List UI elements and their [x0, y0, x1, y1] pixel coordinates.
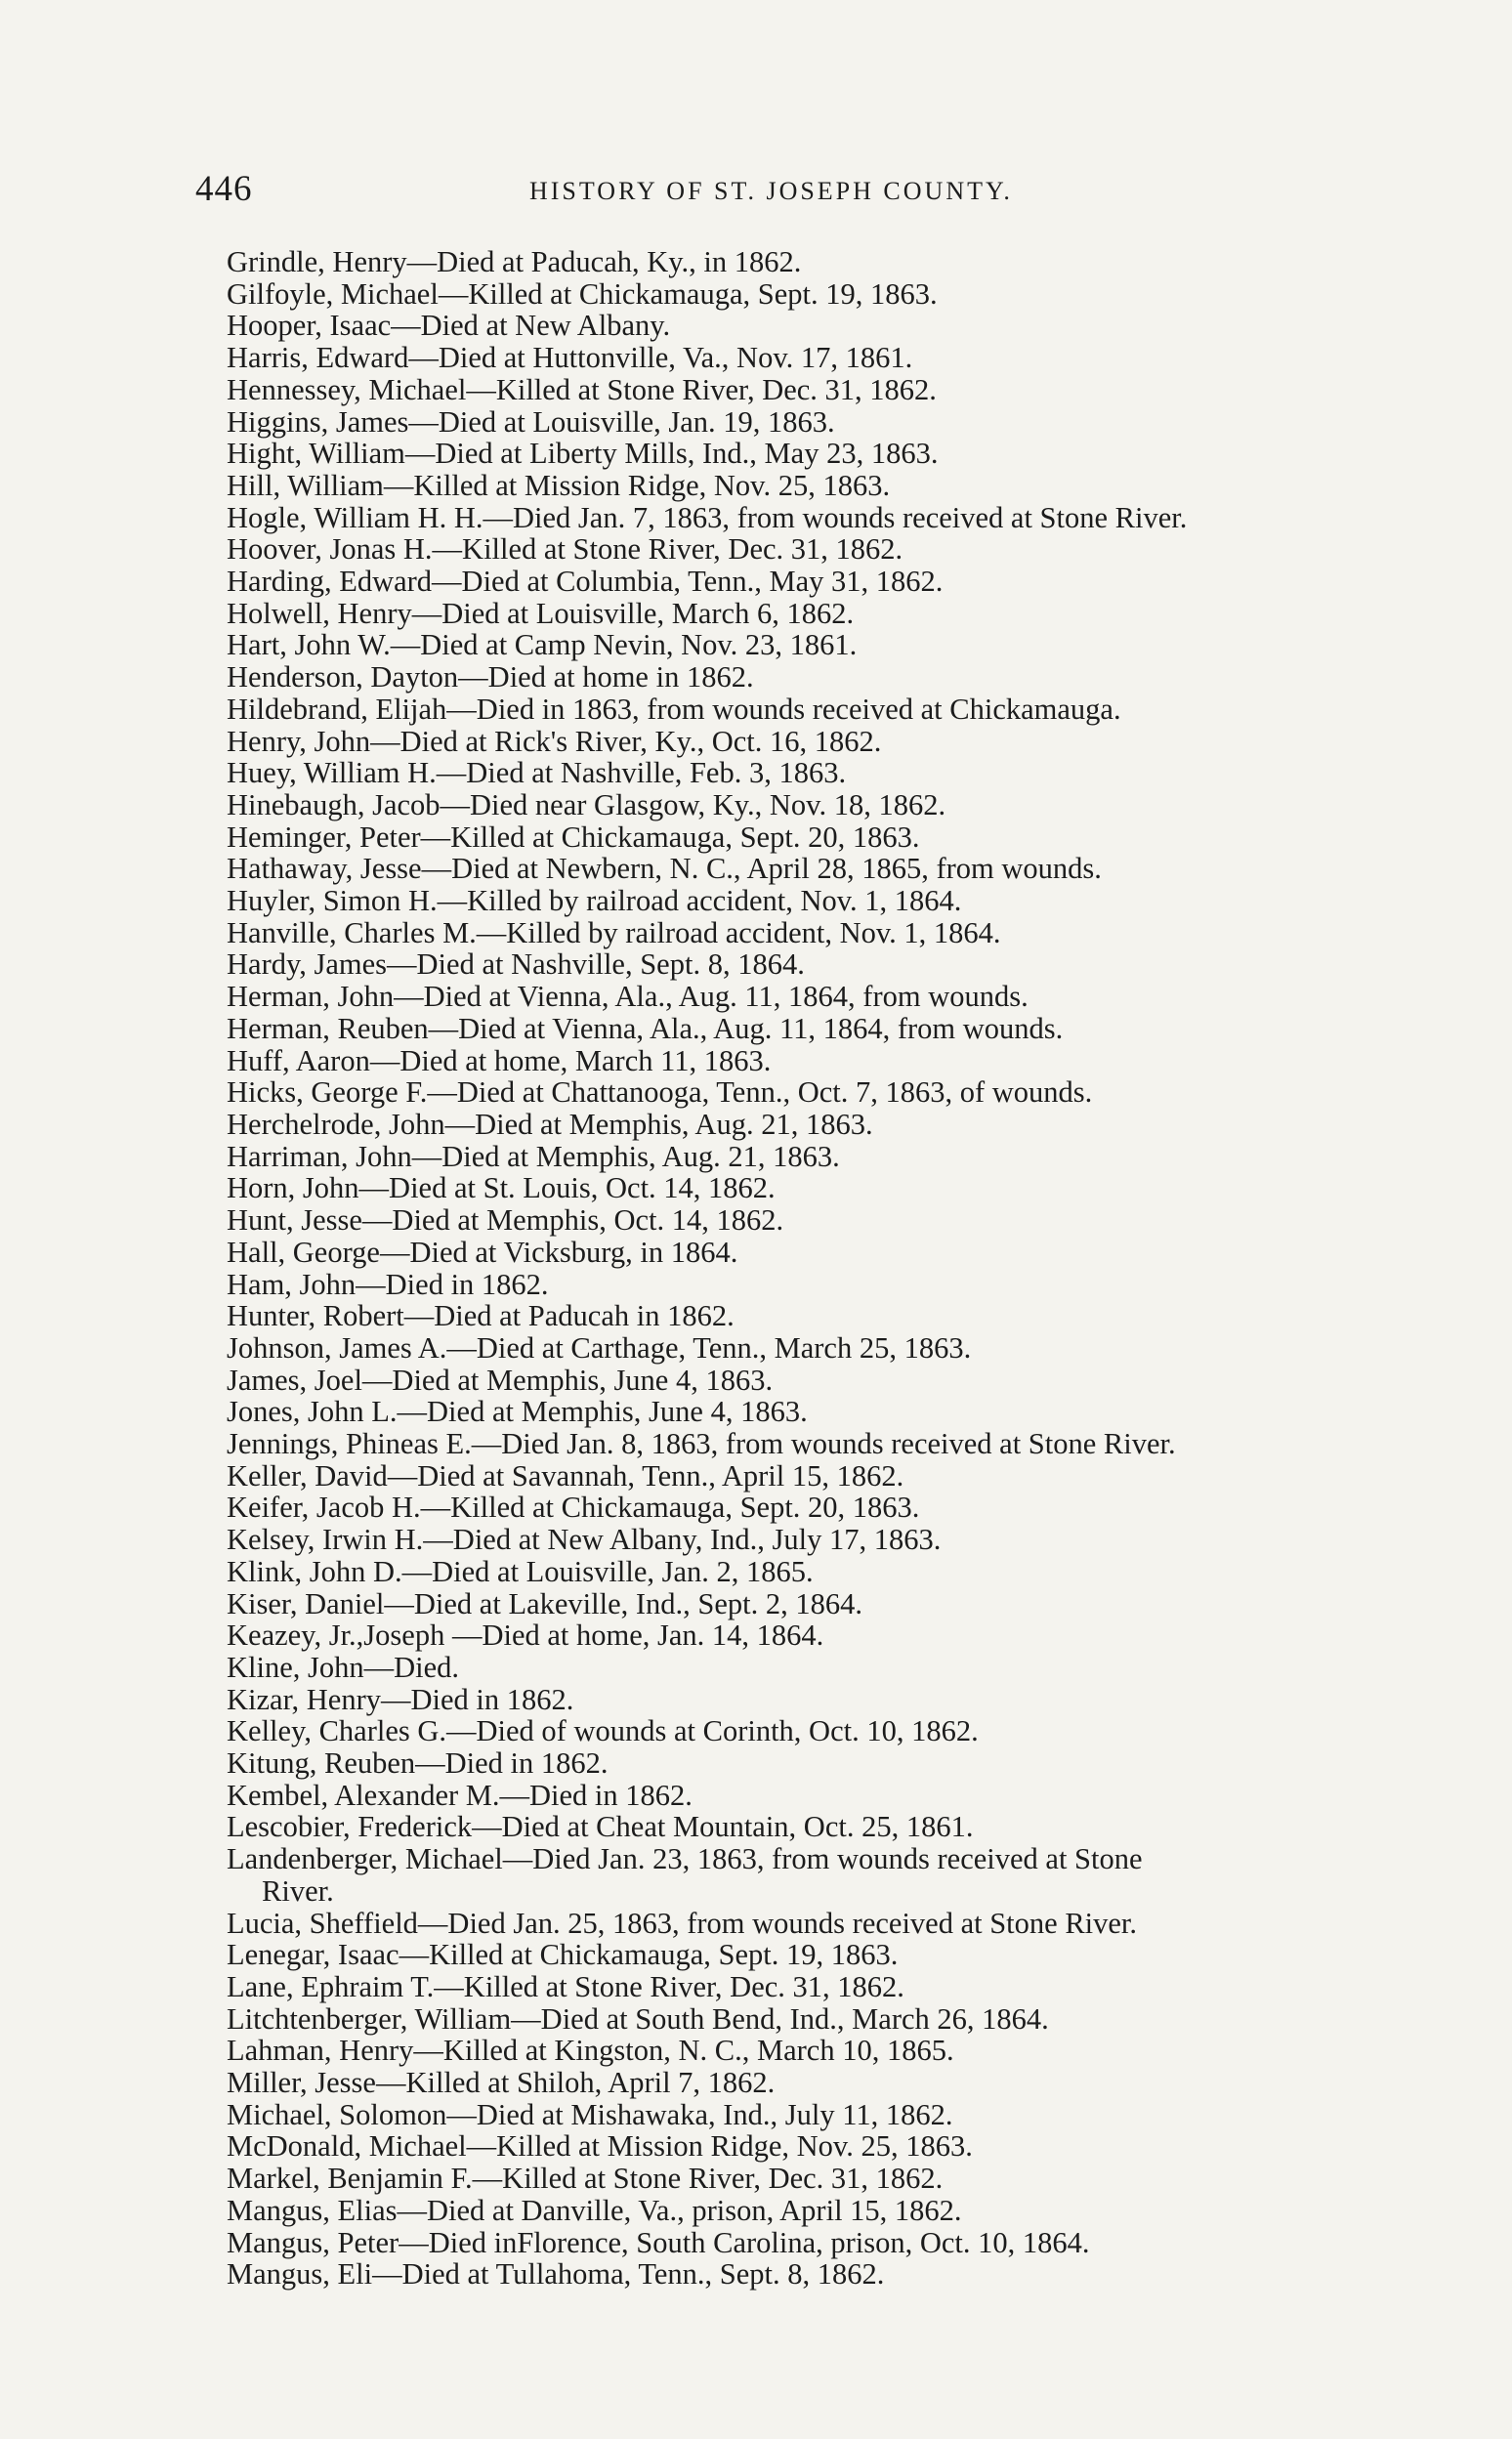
list-item: Herchelrode, John—Died at Memphis, Aug. 21, 1863. — [227, 1107, 873, 1141]
list-item: Hinebaugh, Jacob—Died near Glasgow, Ky., Nov. 18, 1862. — [227, 787, 946, 821]
list-item: Hicks, George F.—Died at Chattanooga, Tenn., Oct. 7, 1863, of wounds. — [227, 1075, 1093, 1110]
list-item: Jones, John L.—Died at Memphis, June 4, 1863. — [227, 1395, 808, 1429]
list-item: Kline, John—Died. — [227, 1650, 460, 1684]
list-item: Henderson, Dayton—Died at home in 1862. — [227, 660, 754, 694]
list-item: Kelley, Charles G.—Died of wounds at Corinth, Oct. 10, 1862. — [227, 1714, 979, 1748]
list-item: McDonald, Michael—Killed at Mission Ridge, Nov. 25, 1863. — [227, 2129, 973, 2164]
list-item: Hoover, Jonas H.—Killed at Stone River, Dec. 31, 1862. — [227, 532, 903, 567]
list-item: Heminger, Peter—Killed at Chickamauga, Sept. 20, 1863. — [227, 820, 920, 854]
list-item: Keller, David—Died at Savannah, Tenn., April 15, 1862. — [227, 1458, 904, 1493]
list-item: Hildebrand, Elijah—Died in 1863, from wounds received at Chickamauga. — [227, 692, 1121, 726]
list-item: Hanville, Charles M.—Killed by railroad accident, Nov. 1, 1864. — [227, 915, 1001, 949]
list-item: Mangus, Eli—Died at Tullahoma, Tenn., Sept. 8, 1862. — [227, 2257, 885, 2292]
list-item: James, Joel—Died at Memphis, June 4, 1863. — [227, 1363, 774, 1397]
list-item: Litchtenberger, William—Died at South Bend, Ind., March 26, 1864. — [227, 2001, 1049, 2036]
list-item: Hardy, James—Died at Nashville, Sept. 8, 1864. — [227, 947, 805, 982]
list-item: Kiser, Daniel—Died at Lakeville, Ind., Sept. 2, 1864. — [227, 1586, 862, 1620]
list-item: Jennings, Phineas E.—Died Jan. 8, 1863, from wounds received at Stone River. — [227, 1427, 1176, 1461]
list-item: Mangus, Elias—Died at Danville, Va., prison, April 15, 1862. — [227, 2193, 962, 2227]
list-item: Higgins, James—Died at Louisville, Jan. 19, 1863. — [227, 404, 835, 439]
list-item: Kitung, Reuben—Died in 1862. — [227, 1746, 609, 1781]
list-item: Ham, John—Died in 1862. — [227, 1267, 549, 1301]
list-item: Lescobier, Frederick—Died at Cheat Mountain, Oct. 25, 1861. — [227, 1810, 974, 1844]
list-item: Keifer, Jacob H.—Killed at Chickamauga, Sept. 20, 1863. — [227, 1491, 920, 1525]
list-item: Harris, Edward—Died at Huttonville, Va., Nov. 17, 1861. — [227, 341, 913, 375]
list-item: Herman, John—Died at Vienna, Ala., Aug. 11, 1864, from wounds. — [227, 980, 1029, 1014]
list-item: Holwell, Henry—Died at Louisville, March 6, 1862. — [227, 596, 855, 630]
list-item: Hall, George—Died at Vicksburg, in 1864. — [227, 1235, 738, 1269]
list-item: Klink, John D.—Died at Louisville, Jan. 2, 1865. — [227, 1554, 814, 1588]
list-item: Harriman, John—Died at Memphis, Aug. 21, 1863. — [227, 1139, 840, 1173]
page-number: 446 — [195, 169, 253, 209]
list-item: Hooper, Isaac—Died at New Albany. — [227, 309, 671, 343]
list-item: Herman, Reuben—Died at Vienna, Ala., Aug. 11, 1864, from wounds. — [227, 1011, 1064, 1045]
list-item: Lucia, Sheffield—Died Jan. 25, 1863, from wounds received at Stone River. — [227, 1906, 1138, 1940]
list-item: Hathaway, Jesse—Died at Newbern, N. C., April 28, 1865, from wounds. — [227, 852, 1102, 886]
list-item: Gilfoyle, Michael—Killed at Chickamauga, Sept. 19, 1863. — [227, 276, 938, 311]
list-item: Grindle, Henry—Died at Paducah, Ky., in 1862. — [227, 245, 802, 278]
casualty-list — [227, 246, 1438, 2291]
list-item: Landenberger, Michael—Died Jan. 23, 1863, from wounds received at Stone — [227, 1842, 1143, 1876]
list-item: Johnson, James A.—Died at Carthage, Tenn., March 25, 1863. — [227, 1330, 972, 1365]
list-item: Miller, Jesse—Killed at Shiloh, April 7, 1862. — [227, 2066, 776, 2100]
list-item: Huey, William H.—Died at Nashville, Feb. 3, 1863. — [227, 756, 847, 790]
running-title: HISTORY OF ST. JOSEPH COUNTY. — [529, 177, 1013, 205]
list-item: Hennessey, Michael—Killed at Stone River, Dec. 31, 1862. — [227, 372, 937, 406]
list-item: Kelsey, Irwin H.—Died at New Albany, Ind., July 17, 1863. — [227, 1523, 942, 1557]
list-item: Hight, William—Died at Liberty Mills, Ind., May 23, 1863. — [227, 437, 939, 471]
list-item: Markel, Benjamin F.—Killed at Stone River, Dec. 31, 1862. — [227, 2162, 944, 2196]
list-item: Mangus, Peter—Died inFlorence, South Carolina, prison, Oct. 10, 1864. — [227, 2225, 1090, 2259]
list-item: Lane, Ephraim T.—Killed at Stone River, Dec. 31, 1862. — [227, 1969, 904, 2003]
list-item: Kembel, Alexander M.—Died in 1862. — [227, 1778, 693, 1812]
list-item: River. — [262, 1873, 334, 1908]
list-item: Hill, William—Killed at Mission Ridge, Nov. 25, 1863. — [227, 468, 891, 502]
list-item: Hart, John W.—Died at Camp Nevin, Nov. 23, 1861. — [227, 628, 858, 662]
page-header — [195, 168, 1367, 217]
list-item: Harding, Edward—Died at Columbia, Tenn., May 31, 1862. — [227, 565, 944, 599]
list-item: Lenegar, Isaac—Killed at Chickamauga, Sept. 19, 1863. — [227, 1938, 899, 1972]
list-item: Keazey, Jr.,Joseph —Died at home, Jan. 14, 1864. — [227, 1619, 824, 1653]
list-item: Henry, John—Died at Rick's River, Ky., Oct. 16, 1862. — [227, 724, 882, 758]
list-item: Kizar, Henry—Died in 1862. — [227, 1682, 574, 1716]
list-item: Michael, Solomon—Died at Mishawaka, Ind., July 11, 1862. — [227, 2097, 953, 2131]
list-item: Huff, Aaron—Died at home, March 11, 1863. — [227, 1043, 772, 1077]
list-item: Hogle, William H. H.—Died Jan. 7, 1863, from wounds received at Stone River. — [227, 500, 1188, 534]
list-item: Hunt, Jesse—Died at Memphis, Oct. 14, 1862. — [227, 1203, 784, 1238]
list-item: Huyler, Simon H.—Killed by railroad accident, Nov. 1, 1864. — [227, 884, 962, 918]
list-item: Lahman, Henry—Killed at Kingston, N. C., March 10, 1865. — [227, 2034, 954, 2068]
list-item: Horn, John—Died at St. Louis, Oct. 14, 1862. — [227, 1171, 776, 1205]
list-item: Hunter, Robert—Died at Paducah in 1862. — [227, 1299, 735, 1333]
